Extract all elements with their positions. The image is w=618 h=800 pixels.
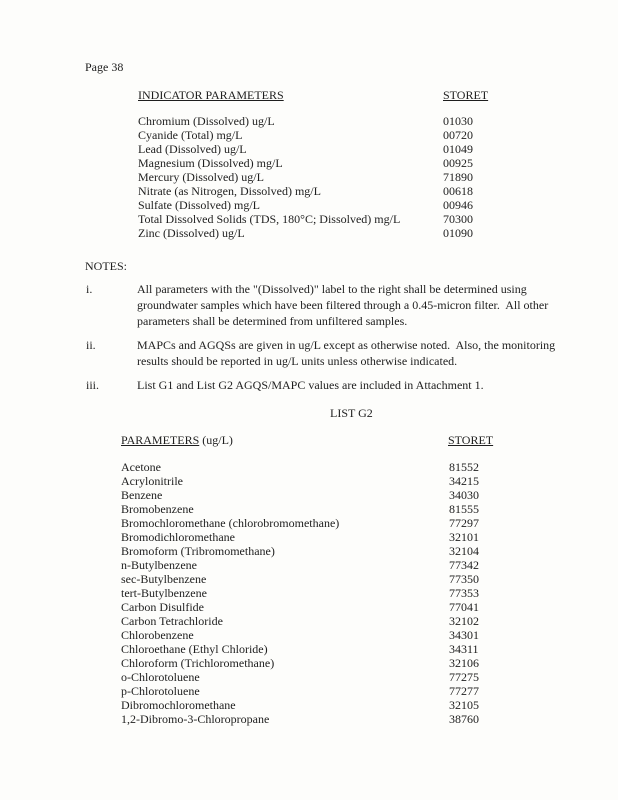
storet-code: 71890 [443,170,473,184]
parameter-name: p-Chlorotoluene [121,684,200,698]
header-unit: (ug/L) [199,433,233,447]
storet-code: 77297 [449,516,479,530]
parameter-name: sec-Butylbenzene [121,572,207,586]
note-line: parameters shall be determined from unfiltered samples. [137,314,408,328]
parameter-name: Bromobenzene [121,502,194,516]
storet-code: 32106 [449,656,479,670]
storet-code: 34311 [449,642,479,656]
storet-code: 77041 [449,600,479,614]
storet-code: 34030 [449,488,479,502]
note-line: List G1 and List G2 AGQS/MAPC values are included in Attachment 1. [137,378,484,392]
list-g2-title: LIST G2 [330,406,373,420]
parameter-name: tert-Butylbenzene [121,586,207,600]
storet-code: 00946 [443,198,473,212]
storet-code: 01090 [443,226,473,240]
storet-code: 77353 [449,586,479,600]
parameter-name: Acetone [121,460,161,474]
header-label: PARAMETERS [121,433,200,447]
note-line: results should be reported in ug/L units unless otherwise indicated. [137,354,458,368]
storet-code: 01049 [443,142,473,156]
storet-code: 00720 [443,128,473,142]
storet-code: 32104 [449,544,479,558]
notes-heading: NOTES: [85,259,127,273]
parameter-name: Bromoform (Tribromomethane) [121,544,275,558]
storet-code: 32105 [449,698,479,712]
indicator-header-parameters: INDICATOR PARAMETERS [138,88,284,102]
note-number: iii. [86,378,100,392]
storet-code: 81552 [449,460,479,474]
list-g2-header-parameters [121,433,233,448]
note-number: i. [86,282,93,296]
parameter-name: 1,2-Dibromo-3-Chloropropane [121,712,270,726]
parameter-name: Mercury (Dissolved) ug/L [138,170,264,184]
storet-code: 77350 [449,572,479,586]
page-number: Page 38 [85,60,124,74]
parameter-name: Chloroform (Trichloromethane) [121,656,275,670]
note-line: All parameters with the "(Dissolved)" label to the right shall be determined using [137,282,527,296]
note-line: MAPCs and AGQSs are given in ug/L except as otherwise noted. Also, the monitoring [137,338,556,352]
parameter-name: Dibromochloromethane [121,698,236,712]
parameter-name: Bromochloromethane (chlorobromomethane) [121,516,340,530]
storet-code: 81555 [449,502,479,516]
storet-code: 77277 [449,684,479,698]
storet-code: 00925 [443,156,473,170]
parameter-name: Zinc (Dissolved) ug/L [138,226,245,240]
storet-code: 00618 [443,184,473,198]
storet-code: 34301 [449,628,479,642]
parameter-name: Benzene [121,488,163,502]
parameter-name: Cyanide (Total) mg/L [138,128,243,142]
parameter-name: Carbon Disulfide [121,600,204,614]
parameter-name: Bromodichloromethane [121,530,235,544]
note-text [137,337,557,369]
storet-code: 01030 [443,114,473,128]
parameter-name: Lead (Dissolved) ug/L [138,142,247,156]
storet-code: 77275 [449,670,479,684]
parameter-name: o-Chlorotoluene [121,670,200,684]
parameter-name: Chlorobenzene [121,628,194,642]
list-g2-header-storet: STORET [448,433,494,447]
note-text [137,281,557,329]
parameter-name: n-Butylbenzene [121,558,197,572]
note-number: ii. [86,338,96,352]
parameter-name: Chloroethane (Ethyl Chloride) [121,642,268,656]
storet-code: 77342 [449,558,479,572]
parameter-name: Nitrate (as Nitrogen, Dissolved) mg/L [138,184,321,198]
storet-code: 32102 [449,614,479,628]
parameter-name: Total Dissolved Solids (TDS, 180°C; Dissolved) mg/L [138,212,401,226]
parameter-name: Chromium (Dissolved) ug/L [138,114,275,128]
parameter-name: Acrylonitrile [121,474,183,488]
parameter-name: Magnesium (Dissolved) mg/L [138,156,283,170]
note-text [137,377,557,393]
indicator-header-storet: STORET [443,88,489,102]
storet-code: 38760 [449,712,479,726]
storet-code: 34215 [449,474,479,488]
parameter-name: Sulfate (Dissolved) mg/L [138,198,260,212]
storet-code: 70300 [443,212,473,226]
note-line: groundwater samples which have been filtered through a 0.45-micron filter. All other [137,298,549,312]
parameter-name: Carbon Tetrachloride [121,614,223,628]
storet-code: 32101 [449,530,479,544]
